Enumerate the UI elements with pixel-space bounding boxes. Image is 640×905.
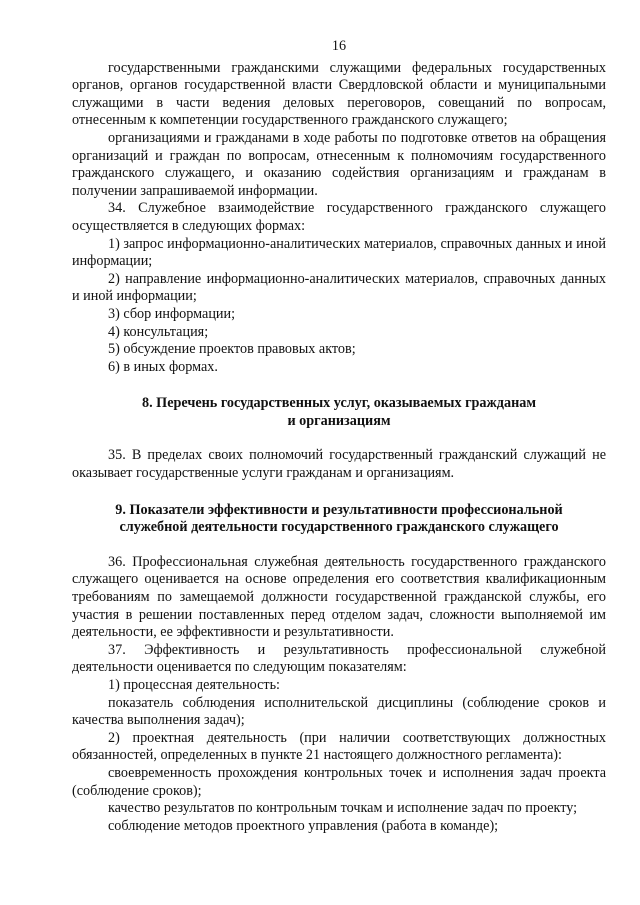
heading-line: и организациям (287, 412, 391, 429)
paragraph: своевременность прохождения контрольных точек и исполнения задач проекта (соблюдение сроков); (72, 764, 606, 799)
paragraph: показатель соблюдения исполнительской дисциплины (соблюдение сроков и качества выполнения задач); (72, 694, 606, 729)
paragraph: 2) направление информационно-аналитических материалов, справочных данных и иной информации; (72, 270, 606, 305)
paragraph: соблюдение методов проектного управления (работа в команде); (108, 817, 499, 834)
paragraph: 35. В пределах своих полномочий государственный гражданский служащий не оказывает государственные услуги гражданам и организациям. (72, 447, 606, 482)
paragraph: 6) в иных формах. (108, 358, 218, 375)
section-8-heading (72, 395, 606, 430)
paragraph: качество результатов по контрольным точкам и исполнение задач по проекту; (108, 800, 578, 817)
section-9-body (72, 554, 606, 836)
paragraph: организациями и гражданами в ходе работы по подготовке ответов на обращения организаций и граждан по вопросам, отнесенным к полномочиям государственного гражданского служащего, и оказанию содействия организациям и гражданам в получении запрашиваемой информации. (72, 129, 606, 199)
paragraph: 1) процессная деятельность: (108, 677, 280, 693)
paragraph: 36. Профессиональная служебная деятельность государственного гражданского служащего оценивается на основе определения его соответствия квалификационным требованиям по замещаемой должности государственной гражданской службы, его участия в решении поставленных перед отделом задач, сложности выполняемой им деятельности, ее эффективности и результативности. (72, 553, 606, 641)
paragraph: государственными гражданскими служащими федеральных государственных органов, органов государственной власти Свердловской области и муниципальными служащими в части ведения деловых переговоров, совещаний по вопросам, отнесенным к компетенции государственного гражданского служащего; (72, 59, 606, 129)
page-number: 16 (331, 38, 347, 54)
paragraph: 1) запрос информационно-аналитических материалов, справочных данных и иной информации; (72, 235, 606, 270)
paragraph: 4) консультация; (108, 323, 209, 340)
section-8-body (72, 447, 606, 482)
paragraph: 34. Служебное взаимодействие государственного гражданского служащего осуществляется в следующих формах: (72, 200, 606, 234)
heading-line: 8. Перечень государственных услуг, оказываемых гражданам (141, 395, 537, 412)
section-9-heading (72, 502, 606, 537)
heading-line: служебной деятельности государственного гражданского служащего (119, 519, 559, 536)
paragraph: 37. Эффективность и результативность профессиональной служебной деятельности оценивается по следующим показателям: (72, 641, 606, 676)
heading-line: 9. Показатели эффективности и результативности профессиональной (115, 501, 563, 518)
interaction-block (72, 60, 606, 377)
paragraph: 5) обсуждение проектов правовых актов; (108, 341, 356, 358)
paragraph: 2) проектная деятельность (при наличии соответствующих должностных обязанностей, определенных в пункте 21 настоящего должностного регламента): (72, 729, 606, 764)
paragraph: 3) сбор информации; (108, 305, 236, 322)
